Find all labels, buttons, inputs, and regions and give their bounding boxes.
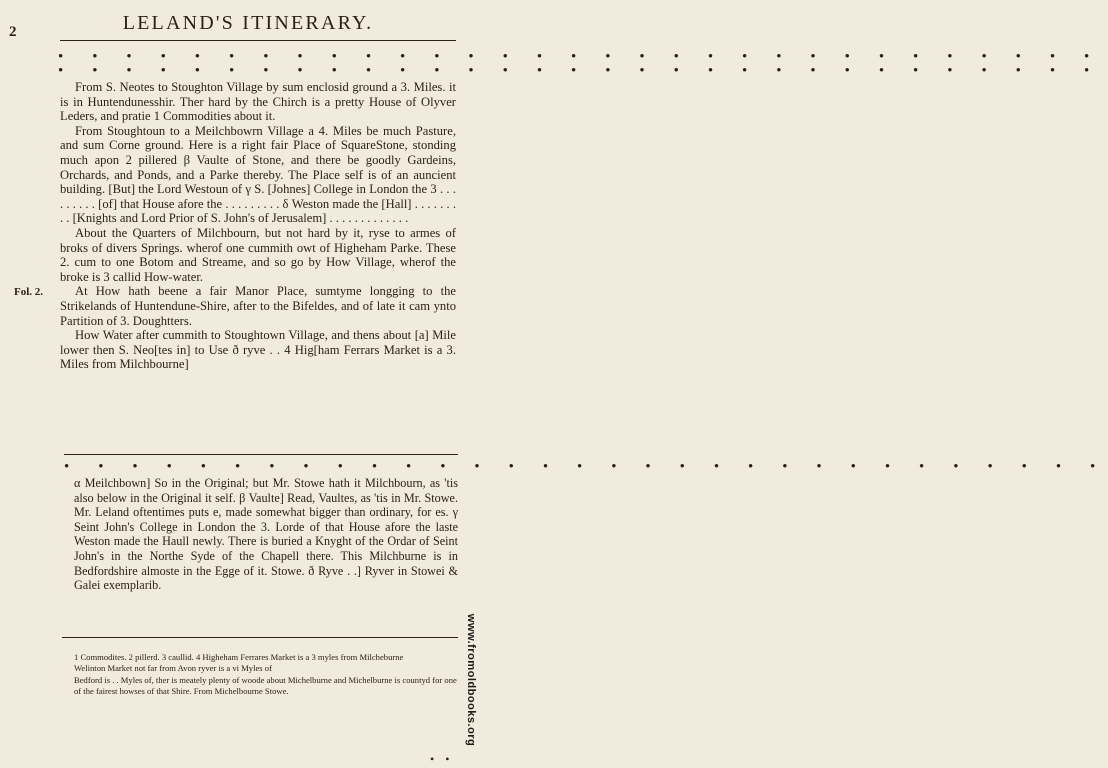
header-rule (60, 40, 456, 41)
margin-folio-note: Fol. 2. (14, 286, 44, 298)
section-rule (64, 454, 458, 455)
editorial-notes (74, 476, 458, 593)
footer-dots: • • (430, 752, 454, 766)
variant-line: 1 Commodites. 2 pillerd. 3 caullid. 4 Higheham Ferrares Market is a 3 myles from Milcheburne (74, 652, 404, 662)
paragraph: From Stoughtoun to a Meilchbowrn Village a 4. Miles be much Pasture, and sum Corne ground. Here is a right fair Place of SquareStone, stonding much apon 2 pillered β Vaulte of Stone, and there be goodly Gardeins, Orchards, and Ponds, and a Parke thereby. The Place self is of an auncient building. [But] the Lord Westoun of γ S. [Johnes] College in London the 3 . . . . . . . . . [of] that House afore the . . . . . . . . . δ Weston made the [Hall] . . . . . . . . . [Knights and Lord Prior of S. John's of Jerusalem] . . . . . . . . . . . . . (60, 123, 456, 226)
dots-row: • • • • • • • • • • • • • • • • • • • • • • • • • • • • • • • (58, 63, 1102, 79)
variant-readings (74, 652, 460, 698)
watermark (462, 596, 480, 764)
paragraph: From S. Neotes to Stoughton Village by sum enclosid ground a 3. Miles. it is in Huntendunesshir. Ther hard by the Chirch is a pretty House of Olyver Leders, and pratie 1 Commodities about it. (60, 80, 456, 124)
page-number: 2 (9, 24, 17, 40)
variant-line: Welinton Market not far from Avon ryver is a vi Myles of (74, 663, 272, 674)
variant-line: Bedford is . . Myles of, ther is meately plenty of woode about Michelburne and Michelburne is countyd for one of the fairest howses of that Shire. From Michelbourne Stowe. (74, 674, 457, 697)
running-title: LELAND'S ITINERARY. (122, 12, 374, 34)
note: α Meilchbown] So in the Original; but Mr. Stowe hath it Milchbourn, as 'tis also below in the Original it self. β Vaulte] Read, Vaultes, as 'tis in Mr. Stowe. Mr. Leland oftentimes puts e, made somewhat bigger than ordinary, for es. γ Seint John's College in London the 3. Lorde of that House afore the laste Weston made the Haull newly. There is buried a Knyght of the Ordar of Seint John's in the Northe Syde of the Chapell there. This Milchburne is in Bedfordshire almoste in the Egge of it. Stowe. ð Ryve . .] Ryver in Stowei & Galei exemplarib. (74, 476, 458, 593)
paragraph: How Water after cummith to Stoughtown Village, and thens about [a] Mile lower then S. Neo[tes in] to Use ð ryve . . 4 Hig[ham Ferrars Market is a 3. Miles from Milchbourne] (60, 328, 456, 372)
paragraph: At How hath beene a fair Manor Place, sumtyme longging to the Strikelands of Huntendune-Shire, after to the Bifeldes, and of late it cam ynto Partition of 3. Doughtters. (60, 284, 456, 328)
dots-row: • • • • • • • • • • • • • • • • • • • • • • • • • • • • • • • (58, 49, 1102, 65)
dots-row: • • • • • • • • • • • • • • • • • • • • • • • • • • • • • • • (64, 459, 1108, 475)
notes-rule (62, 637, 458, 638)
paragraph: About the Quarters of Milchbourn, but not hard by it, ryse to armes of broks of divers Springs. wherof one cummith owt of Higheham Parke. These 2. cum to one Botom and Streame, and so go by How Village, wherof the broke is 3 callid How-water. (60, 225, 456, 284)
main-text (60, 80, 456, 372)
watermark-text: www.fromoldbooks.org (465, 613, 477, 747)
